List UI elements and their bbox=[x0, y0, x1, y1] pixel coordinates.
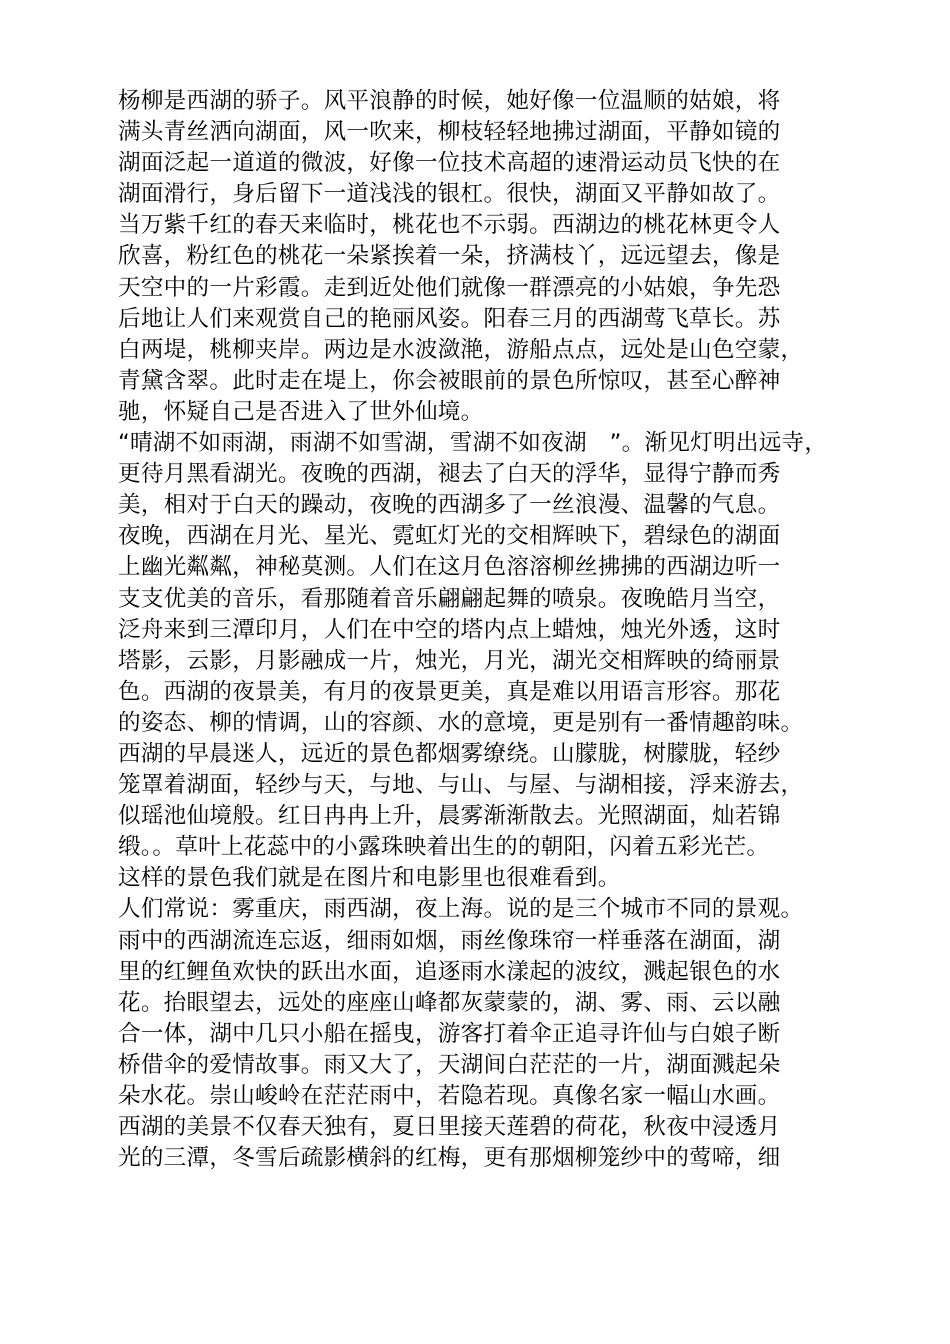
text-line: 朵水花。崇山峻岭在茫茫雨中，若隐若现。真像名家一幅山水画。 bbox=[118, 1083, 781, 1109]
text-line: 桥借伞的爱情故事。雨又大了，天湖间白茫茫的一片，湖面溅起朵 bbox=[118, 1051, 781, 1078]
text-line: 湖面滑行，身后留下一道浅浅的银杠。很快，湖面又平静如故了。 bbox=[118, 181, 781, 208]
text-line: 湖面泛起一道道的微波，好像一位技术高超的速滑运动员飞快的在 bbox=[118, 150, 781, 177]
text-line: 合一体，湖中几只小船在摇曳，游客打着伞正追寻许仙与白娘子断 bbox=[118, 1020, 781, 1047]
text-line: 西湖的早晨迷人，远近的景色都烟雾缭绕。山朦胧，树朦胧，轻纱 bbox=[118, 740, 781, 767]
text-line: 花。抬眼望去，远处的座座山峰都灰蒙蒙的，湖、雾、雨、云以融 bbox=[118, 989, 781, 1016]
text-line: 塔影，云影，月影融成一片，烛光，月光，湖光交相辉映的绮丽景 bbox=[118, 647, 781, 674]
text-line: 支支优美的音乐，看那随着音乐翩翩起舞的喷泉。夜晚皓月当空， bbox=[118, 585, 781, 612]
text-line: 欣喜，粉红色的桃花一朵紧挨着一朵，挤满枝丫，远远望去，像是 bbox=[118, 243, 781, 270]
text-line: “晴湖不如雨湖，雨湖不如雪湖，雪湖不如夜湖 ”。渐见灯明出远寺， bbox=[118, 430, 828, 457]
text-line: 泛舟来到三潭印月，人们在中空的塔内点上蜡烛，烛光外透，这时 bbox=[118, 616, 781, 643]
text-line: 上幽光粼粼，神秘莫测。人们在这月色溶溶柳丝拂拂的西湖边听一 bbox=[118, 554, 781, 581]
text-line: 光的三潭，冬雪后疏影横斜的红梅，更有那烟柳笼纱中的莺啼，细 bbox=[118, 1145, 781, 1172]
text-line: 驰，怀疑自己是否进入了世外仙境。 bbox=[118, 398, 484, 425]
text-line: 后地让人们来观赏自己的艳丽风姿。阳春三月的西湖莺飞草长。苏 bbox=[118, 305, 781, 332]
text-line: 的姿态、柳的情调，山的容颜、水的意境，更是别有一番情趣韵味。 bbox=[118, 709, 804, 736]
text-line: 似瑶池仙境般。红日冉冉上升，晨雾渐渐散去。光照湖面，灿若锦 bbox=[118, 803, 781, 830]
text-line: 缎。。草叶上花蕊中的小露珠映着出生的的朝阳，闪着五彩光芒。 bbox=[118, 834, 770, 861]
text-line: 白两堤，桃柳夹岸。两边是水波潋滟，游船点点，远处是山色空蒙， bbox=[118, 336, 804, 363]
text-line: 色。西湖的夜景美，有月的夜景更美，真是难以用语言形容。那花 bbox=[118, 678, 781, 705]
text-line: 人们常说：雾重庆，雨西湖，夜上海。说的是三个城市不同的景观。 bbox=[118, 896, 804, 923]
text-line: 西湖的美景不仅春天独有，夏日里接天莲碧的荷花，秋夜中浸透月 bbox=[118, 1114, 781, 1141]
text-line: 满头青丝洒向湖面，风一吹来，柳枝轻轻地拂过湖面，平静如镜的 bbox=[118, 119, 781, 146]
text-line: 杨柳是西湖的骄子。风平浪静的时候，她好像一位温顺的姑娘，将 bbox=[118, 88, 781, 114]
text-line: 青黛含翠。此时走在堤上，你会被眼前的景色所惊叹，甚至心醉神 bbox=[118, 367, 781, 394]
text-line: 天空中的一片彩霞。走到近处他们就像一群漂亮的小姑娘，争先恐 bbox=[118, 274, 781, 301]
text-line: 美，相对于白天的躁动，夜晚的西湖多了一丝浪漫、温馨的气息。 bbox=[118, 492, 781, 519]
article-body bbox=[118, 86, 842, 1174]
text-line: 更待月黑看湖光。夜晚的西湖，褪去了白天的浮华，显得宁静而秀 bbox=[118, 461, 781, 488]
text-line: 里的红鲤鱼欢快的跃出水面，追逐雨水漾起的波纹，溅起银色的水 bbox=[118, 958, 781, 985]
text-line: 夜晚，西湖在月光、星光、霓虹灯光的交相辉映下，碧绿色的湖面 bbox=[118, 523, 781, 550]
text-line: 雨中的西湖流连忘返，细雨如烟，雨丝像珠帘一样垂落在湖面，湖 bbox=[118, 927, 781, 954]
text-line: 当万紫千红的春天来临时，桃花也不示弱。西湖边的桃花林更令人 bbox=[118, 212, 781, 239]
text-line: 这样的景色我们就是在图片和电影里也很难看到。 bbox=[118, 865, 621, 892]
text-line: 笼罩着湖面，轻纱与天，与地、与山、与屋、与湖相接，浮来游去， bbox=[118, 772, 804, 799]
